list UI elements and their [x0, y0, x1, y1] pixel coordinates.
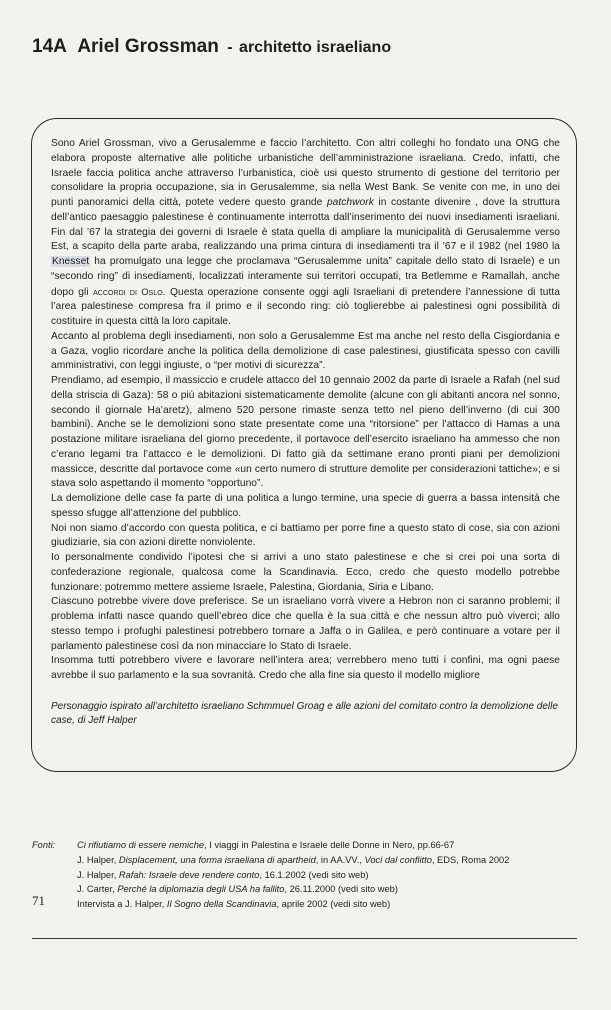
smallcaps-term: accordi di Oslo [93, 285, 163, 297]
sources-list [77, 838, 597, 912]
paragraph-4: La demolizione delle case fa parte di una politica a lungo termine, una specie di guerra a bassa intensità che spesso sfugge all’attenzione del pubblico. [51, 493, 560, 519]
highlighted-term: Knesset [52, 256, 90, 267]
paragraph-6: Io personalmente condivido l’ipotesi che si arrivi a uno stato palestinese e che si crei poi una sorta di confederazione regionale, qualcosa come la Scandinavia. Ecco, credo che questo modello potrebbe funzionare: potremmo mettere assieme Israele, Palestina, Giordania, Siria e Libano. [51, 552, 560, 593]
page-number: 71 [32, 893, 45, 908]
character-role: architetto israeliano [239, 39, 392, 56]
sources-label: Fonti: [32, 840, 56, 850]
page-heading [32, 36, 591, 58]
paragraph-2: Accanto al problema degli insediamenti, non solo a Gerusalemme Est ma anche nel resto della Cisgiordania e a Gaza, voglio ricordare anche la politica della demolizione di case palestinesi, giustificata spesso con cavilli amministrativi, con leggi ingiuste, o “per motivi di sicurezza”. [51, 330, 560, 372]
source-item: J. Halper, Displacement, una forma israeliana di apartheid, in AA.VV., Voci dal conflitto, EDS, Roma 2002 [77, 854, 510, 865]
section-code: 14A [32, 36, 67, 57]
source-item: Ci rifiutiamo di essere nemiche, I viaggi in Palestina e Israele delle Donne in Nero, pp.66-67 [77, 840, 455, 850]
source-item: Intervista a J. Halper, Il Sogno della Scandinavia, aprile 2002 (vedi sito web) [77, 899, 391, 910]
source-item: J. Halper, Rafah: Israele deve rendere conto, 16.1.2002 (vedi sito web) [77, 869, 369, 880]
paragraph-3: Prendiamo, ad esempio, il massiccio e crudele attacco del 10 gennaio 2002 da parte di Israele a Rafah (nel sud della striscia di Gaza): 58 o più abitazioni sistematicamente demolite (alcune con gli abitanti ancora nel sonno, secondo il giornale Ha’aretz), almeno 520 persone rimaste senza tetto nel pieno dell’inverno (di cui 300 bambini). Anche se le demolizioni sono state presentate come una “ritorsione” per l’attacco di Hamas a una postazione militare israeliana del giorno precedente, il portavoce dell’esercito israeliano ha ammesso che non c’erano legami tra l’attacco e le demolizioni. Di fatto già da settimane erano pronti piani per demolizioni massicce, descritte dal portavoce come «un certo numero di strutture demolite per considerazioni tattiche»; e si stava solo aspettando il momento “opportuno”. [51, 375, 560, 490]
paragraph-8: Insomma tutti potrebbero vivere e lavorare nell’intera area; verrebbero meno tutti i confini, ma ogni paese avrebbe il suo parlamento e la sua sovranità. Credo che alla fine sia questo il modello migliore [51, 655, 560, 681]
paragraph-5: Noi non siamo d’accordo con questa politica, e ci battiamo per porre fine a questo stato di cose, sia con azioni giudiziarie, sia con azioni dirette nonviolente. [51, 522, 560, 549]
testimony-text [51, 137, 560, 684]
paragraph-7: Ciascuno potrebbe vivere dove preferisce. Se un israeliano vorrà vivere a Hebron non ci saranno problemi; il problema infatti nasce quando quell’ebreo dice che quella è la sua città e che nessun altro può viverci; allo stesso tempo i profughi palestinesi potrebbero tornare a Jaffa o in Galilea, e però continuare a votare per il parlamento palestinese così da non minacciare lo Stato di Israele. [51, 596, 560, 652]
testimony-box [31, 118, 577, 772]
footer-rule [32, 938, 577, 939]
paragraph-1: Sono Ariel Grossman, vivo a Gerusalemme e faccio l’architetto. Con altri colleghi ho fondato una ONG che elabora proposte alternative alle politiche urbanistiche dell’amministrazione israeliana. Credo, infatti, che Israele faccia politica anche attraverso l’urbanistica, cioè usi questo strumento di gestione del territorio per consolidare la propria occupazione, sia in Gerusalemme, sia nella West Bank. Se venite con me, in uno dei punti panoramici della città, potete vedere questo grande patchwork in costante divenire , dove la struttura dell’antico paesaggio palestinese è continuamente interrotta dall’inserimento dei nuovi insediamenti israeliani. Fin dal ’67 la strategia dei governi di Israele è stata quella di ampliare la municipalità di Gerusalemme verso Est, a scapito della parte araba, realizzando una prima cintura di insediamenti tra il ’67 e il 1982 (nel 1980 la Knesset ha promulgato una legge che proclamava “Gerusalemme unita” capitale dello stato di Israele) e un “secondo ring” di insediamenti, localizzati interamente sui territori occupati, tra Betlemme e Ramallah, anche dopo gli accordi di Oslo. Questa operazione consente oggi agli Israeliani di pretendere l’annessione di tutta l’area palestinese compresa fra il primo e il secondo ring: ciò toglierebbe ai palestinesi ogni possibilità di costituire in questa città la loro capitale. [51, 138, 560, 327]
character-name: Ariel Grossman [77, 36, 219, 57]
heading-dash: - [227, 39, 233, 56]
attribution-caption: Personaggio ispirato all’architetto israeliano Schmmuel Groag e alle azioni del comitato contro la demolizione delle case, di Jeff Halper [51, 700, 558, 727]
source-item: J. Carter, Perché la diplomazia degli USA ha fallito, 26.11.2000 (vedi sito web) [77, 884, 398, 895]
italic-term: patchwork [326, 197, 374, 208]
